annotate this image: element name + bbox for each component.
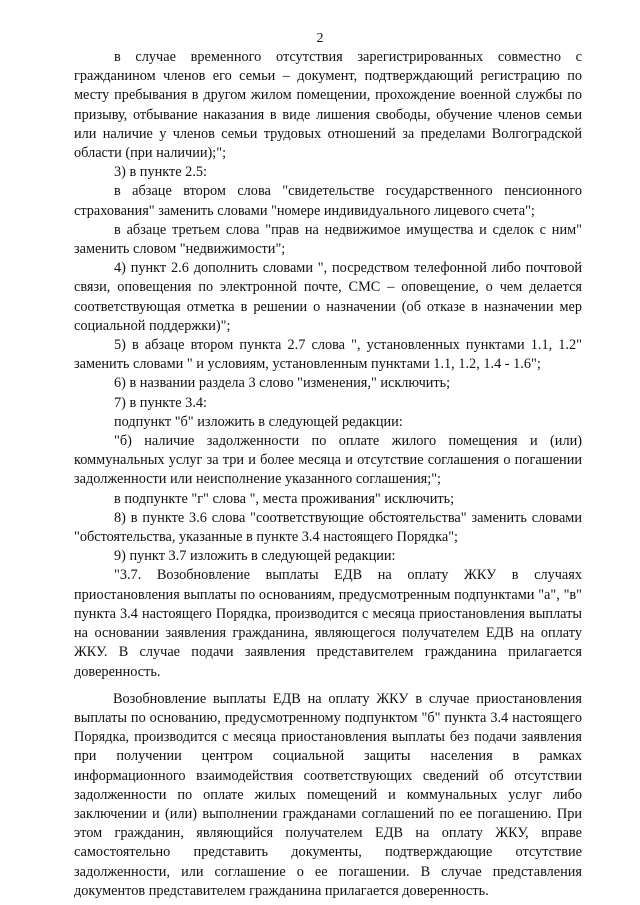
paragraph-item-5: 5) в абзаце втором пункта 2.7 слова ", установленных пунктами 1.1, 1.2" заменить словами " и условиям, установленным пунктами 1.1, 1.2, 1.4 - 1.6"; xyxy=(74,337,582,373)
paragraph-item-4: 4) пункт 2.6 дополнить словами ", посредством телефонной либо почтовой связи, оповещения по электронной почте, СМС – оповещение, о чем делается соответствующая отметка в решении о назначении (об отказе в назначении мер социальной поддержки)"; xyxy=(74,260,582,334)
paragraph-third-abzac: в абзаце третьем слова "прав на недвижимое имущества и сделок с ним" заменить словом "недвижимости"; xyxy=(74,221,582,258)
paragraph-second-abzac: в абзаце втором слова "свидетельстве государственного пенсионного страхования" заменить словами "номере индивидуального лицевого счета"; xyxy=(74,183,582,219)
paragraph-absence-documents: в случае временного отсутствия зарегистрированных совместно с гражданином членов его семьи – документ, подтверждающий регистрацию по месту пребывания в другом жилом помещении, прохождение военной службы по призыву, отбывание наказания в виде лишения свободы, обучение членов семьи или наличие у членов семьи трудовых отношений за пределами Волгоградской области (при наличии);"; xyxy=(74,49,582,162)
document-body xyxy=(74,48,582,901)
page-number: 2 xyxy=(316,31,324,46)
paragraph-resumption: Возобновление выплаты ЕДВ на оплату ЖКУ в случае приостановления выплаты по основанию, предусмотренному подпунктом "б" пункта 3.4 настоящего Порядка, производится с месяца приостановления выплаты без подачи заявления при получении центром социальной защиты населения в рамках информационного взаимодействия соответствующих сведений об отсутствии задолженности по оплате жилых помещений и коммунальных услуг либо заключении и (или) выполнении гражданами соглашений по ее погашению. При этом гражданин, являющийся получателем ЕДВ на оплату ЖКУ, вправе самостоятельно представить документы, подтверждающие отсутствие задолженности, или соглашение о ее погашении. В случае представления документов представителем гражданина прилагается доверенность. xyxy=(74,690,582,899)
paragraph-subitem-g: в подпункте "г" слова ", места проживания" исключить; xyxy=(114,490,455,507)
paragraph-item-3: 3) в пункте 2.5: xyxy=(114,164,208,181)
paragraph-item-9: 9) пункт 3.7 изложить в следующей редакции: xyxy=(114,548,396,565)
paragraph-item-7: 7) в пункте 3.4: xyxy=(114,394,208,411)
paragraph-item-8: 8) в пункте 3.6 слова "соответствующие обстоятельства" заменить словами "обстоятельства, указанные в пункте 3.4 настоящего Порядка"; xyxy=(74,509,582,546)
paragraph-subitem-b-text: "б) наличие задолженности по оплате жилого помещения и (или) коммунальных услуг за три и более месяца и отсутствие соглашения о погашении задолженности или неисполнение указанного соглашения;"; xyxy=(74,433,582,488)
paragraph-item-6: 6) в названии раздела 3 слово "изменения," исключить; xyxy=(114,375,451,392)
paragraph-subitem-b-intro: подпункт "б" изложить в следующей редакции: xyxy=(114,413,403,430)
paragraph-clause-3-7: "3.7. Возобновление выплаты ЕДВ на оплату ЖКУ в случаях приостановления выплаты по основаниям, предусмотренным подпунктами "а", "в" пункта 3.4 настоящего Порядка, производится с месяца приостановления выплаты на основании заявления гражданина, являющегося получателем ЕДВ на оплату ЖКУ. В случае подачи заявления представителем гражданина прилагается доверенность. xyxy=(74,567,582,680)
